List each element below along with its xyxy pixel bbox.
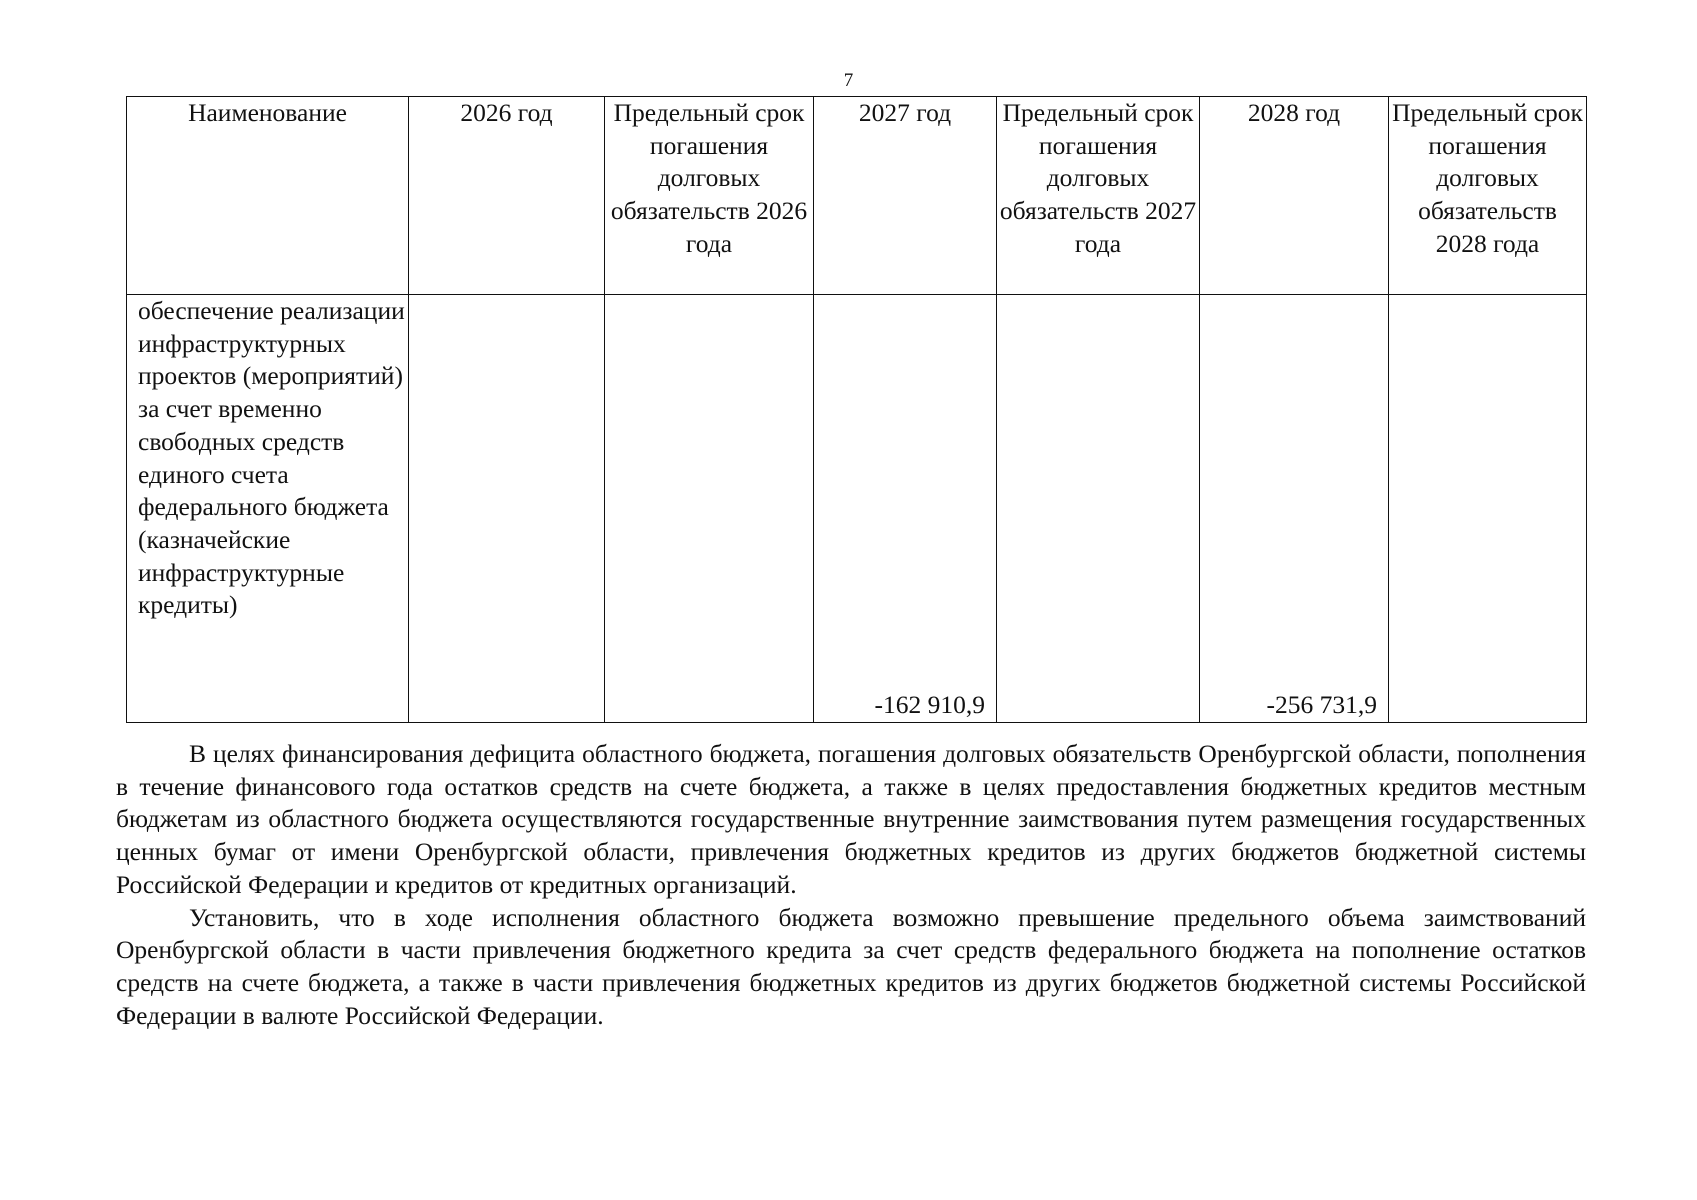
row-term-2027-cell <box>997 295 1200 723</box>
row-term-2028-cell <box>1389 295 1587 723</box>
paragraph-borrowing-purposes: В целях финансирования дефицита областного бюджета, погашения долговых обязательств Оренбургской области, пополнения в течение финансового года остатков средств на счете бюджета, а также в целях предоставления бюджетных кредитов местным бюджетам из областного бюджета осуществляются государственные внутренние заимствования путем размещения государственных ценных бумаг от имени Оренбургской области, привлечения бюджетных кредитов из других бюджетов бюджетной системы Российской Федерации и кредитов от кредитных организаций. <box>116 739 1586 899</box>
table-row <box>127 295 1587 723</box>
table-header-row <box>127 97 1587 295</box>
body-text <box>116 738 1586 1032</box>
row-2027-cell: -162 910,9 <box>814 295 997 723</box>
page-number: 7 <box>843 70 854 91</box>
row-2026-cell <box>409 295 605 723</box>
header-name: Наименование <box>127 97 409 295</box>
header-term-2028: Предельный срок погашения долговых обязательств 2028 года <box>1389 97 1587 295</box>
header-term-2027: Предельный срок погашения долговых обязательств 2027 года <box>997 97 1200 295</box>
borrowing-table <box>126 96 1587 723</box>
row-name-cell: обеспечение реализации инфраструктурных проектов (мероприятий) за счет временно свободных средств единого счета федерального бюджета (казначейские инфраструктурные кредиты) <box>127 295 409 723</box>
row-term-2026-cell <box>605 295 814 723</box>
header-2026: 2026 год <box>409 97 605 295</box>
header-2027: 2027 год <box>814 97 997 295</box>
paragraph-limit-excess: Установить, что в ходе исполнения областного бюджета возможно превышение предельного объема заимствований Оренбургской области в части привлечения бюджетного кредита за счет средств федерального бюджета на пополнение остатков средств на счете бюджета, а также в части привлечения бюджетных кредитов из других бюджетов бюджетной системы Российской Федерации в валюте Российской Федерации. <box>116 902 1586 1030</box>
header-term-2026: Предельный срок погашения долговых обязательств 2026 года <box>605 97 814 295</box>
header-2028: 2028 год <box>1200 97 1389 295</box>
row-2028-cell: -256 731,9 <box>1200 295 1389 723</box>
